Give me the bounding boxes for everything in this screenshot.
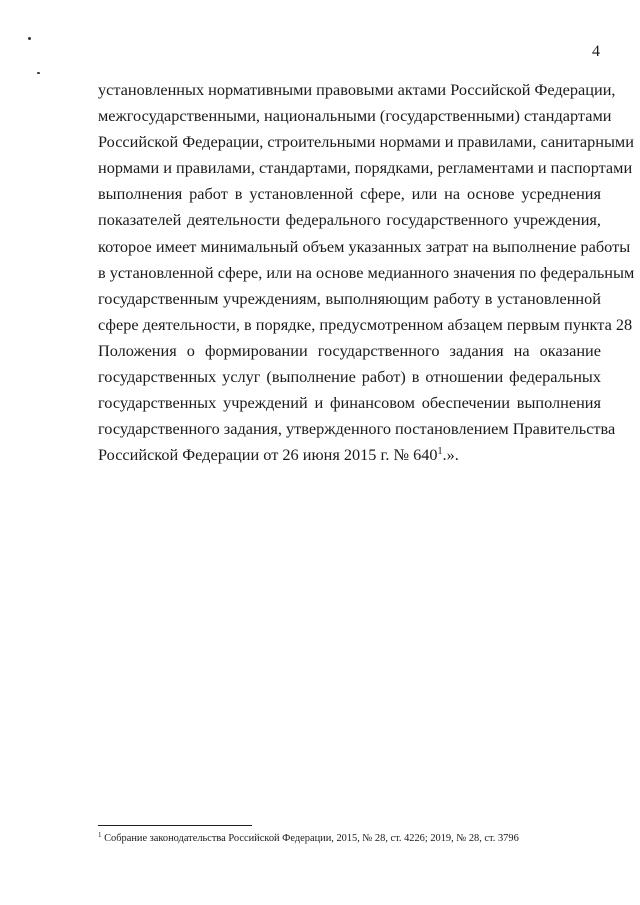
last-line-closing: .».	[442, 445, 459, 465]
last-line-text: Российской Федерации от 26 июня 2015 г. № 640	[98, 445, 438, 465]
page-number: 4	[592, 43, 600, 60]
text-line: которое имеет минимальный объем указанных затрат на выполнение работы	[98, 236, 631, 256]
text-line: государственных услуг (выполнение работ) в отношении федеральных	[98, 367, 601, 387]
text-line: Российской Федерации, строительными нормами и правилами, санитарными	[98, 132, 634, 152]
text-line: установленных нормативными правовыми актами Российской Федерации,	[98, 80, 616, 99]
scan-speck	[37, 72, 40, 74]
text-line: в установленной сфере, или на основе медианного значения по федеральным	[98, 262, 635, 282]
scan-speck	[28, 37, 31, 40]
text-line: государственным учреждениям, выполняющим работу в установленной	[98, 288, 601, 308]
text-line: межгосударственными, национальными (государственными) стандартами	[98, 106, 612, 126]
text-line: нормами и правилами, стандартами, порядками, регламентами и паспортами	[98, 158, 633, 178]
text-line: выполнения работ в установленной сфере, или на основе усреднения	[98, 184, 601, 204]
text-line: государственного задания, утвержденного постановлением Правительства	[98, 419, 616, 439]
footnote-separator	[98, 825, 252, 826]
text-line: показателей деятельности федерального государственного учреждения,	[98, 210, 601, 230]
text-line: сфере деятельности, в порядке, предусмотренном абзацем первым пункта 28	[98, 314, 633, 334]
body-paragraph	[98, 77, 635, 468]
text-line: Положения о формировании государственного задания на оказание	[98, 340, 601, 360]
footnote-reference[interactable]: 1	[437, 446, 443, 458]
text-line: государственных учреждений и финансовом обеспечении выполнения	[98, 393, 601, 413]
footnote-marker: 1	[98, 831, 102, 839]
footnote	[98, 832, 618, 846]
text-line-last	[98, 442, 601, 468]
footnote-text: Собрание законодательства Российской Федерации, 2015, № 28, ст. 4226; 2019, № 28, ст. 3796	[101, 833, 519, 844]
